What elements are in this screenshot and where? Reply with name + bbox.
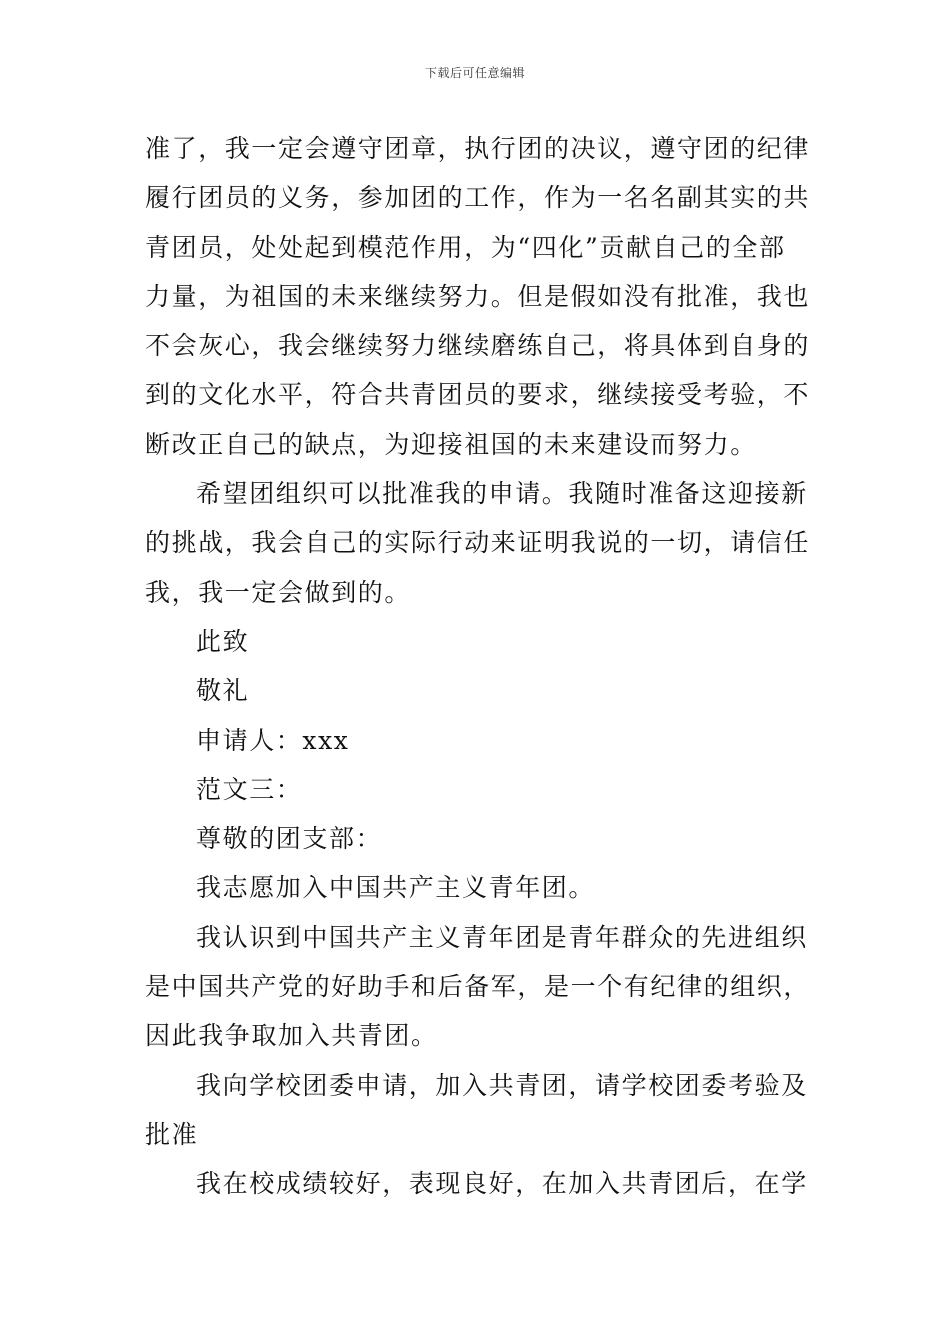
text-line: 不会灰心，我会继续努力继续磨练自己，将具体到自身的 <box>145 331 811 361</box>
text-line: 到的文化水平，符合共青团员的要求，继续接受考验，不 <box>145 380 811 410</box>
page-header: 下载后可任意编辑 <box>424 66 525 80</box>
text-line: 批准 <box>145 1119 199 1149</box>
paragraph-start: 希望团组织可以批准我的申请。我随时准备这迎接新 <box>196 479 808 509</box>
text-line: 我，我一定会做到的。 <box>145 577 412 607</box>
document-body <box>145 124 811 1209</box>
text-line: 断改正自己的缺点，为迎接祖国的未来建设而努力。 <box>145 429 757 459</box>
text-line: 因此我争取加入共青团。 <box>145 1021 438 1051</box>
paragraph-start: 我向学校团委申请，加入共青团，请学校团委考验及 <box>196 1070 808 1100</box>
applicant-signature: 申请人：xxx <box>196 725 350 755</box>
text-line: 准了，我一定会遵守团章，执行团的决议，遵守团的纪律 <box>145 134 811 163</box>
text-line: 力量，为祖国的未来继续努力。但是假如没有批准，我也 <box>145 281 811 311</box>
text-line: 是中国共产党的好助手和后备军，是一个有纪律的组织， <box>145 972 811 1002</box>
salutation-regards: 敬礼 <box>196 676 250 706</box>
paragraph-start: 我在校成绩较好，表现良好，在加入共青团后，在学 <box>196 1169 808 1199</box>
salutation-closing: 此致 <box>196 626 250 656</box>
letter-greeting: 尊敬的团支部： <box>196 824 383 854</box>
text-line: 履行团员的义务，参加团的工作，作为一名名副其实的共 <box>145 183 811 213</box>
text-line: 青团员，处处起到模范作用，为“四化”贡献自己的全部 <box>145 232 786 262</box>
section-title: 范文三： <box>196 774 303 804</box>
paragraph-start: 我志愿加入中国共产主义青年团。 <box>196 873 596 903</box>
text-line: 的挑战，我会自己的实际行动来证明我说的一切，请信任 <box>145 528 811 558</box>
paragraph-start: 我认识到中国共产主义青年团是青年群众的先进组织 <box>196 922 808 952</box>
